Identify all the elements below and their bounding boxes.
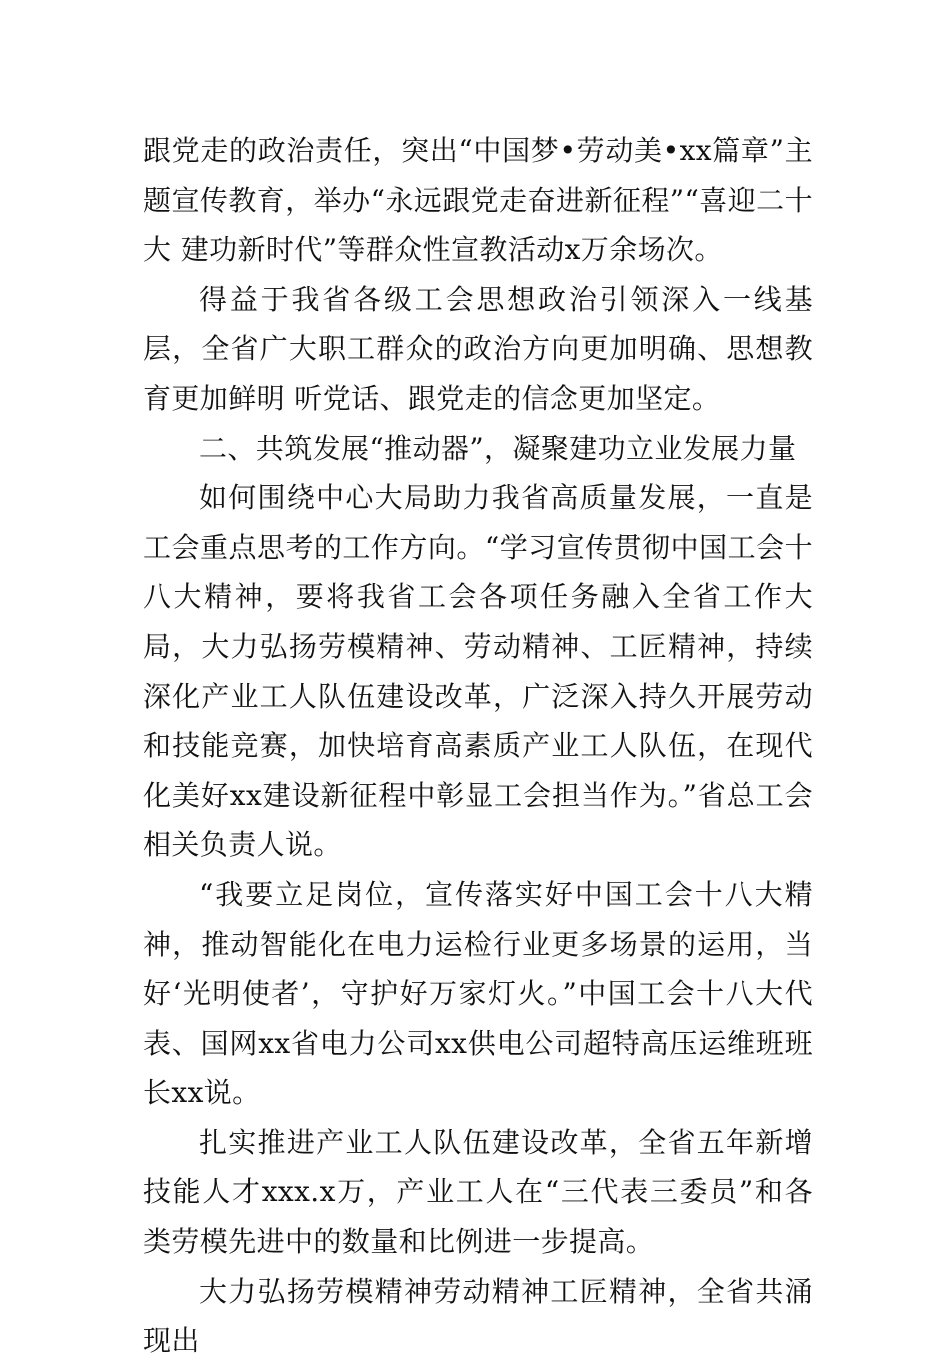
document-body <box>143 126 813 1366</box>
paragraph-representative-quote: “我要立足岗位，宣传落实好中国工会十八大精神，推动智能化在电力运检行业更多场景的运用，当好‘光明使者’，守护好万家灯火。”中国工会十八大代表、国网xx省电力公司xx供电公司超特高压运维班班长xx说。 <box>143 877 813 1110</box>
section-heading-two: 二、共筑发展“推动器”，凝聚建功立业发展力量 <box>199 431 797 465</box>
paragraph-high-quality-development: 如何围绕中心大局助力我省高质量发展，一直是工会重点思考的工作方向。“学习宣传贯彻中国工会十八大精神，要将我省工会各项任务融入全省工作大局，大力弘扬劳模精神、劳动精神、工匠精神，持续深化产业工人队伍建设改革，广泛深入持久开展劳动和技能竞赛，加快培育高素质产业工人队伍，在现代化美好xx建设新征程中彰显工会担当作为。”省总工会相关负责人说。 <box>143 481 813 862</box>
paragraph-model-worker-spirit: 大力弘扬劳模精神劳动精神工匠精神，全省共涌现出 <box>143 1274 813 1358</box>
paragraph-workforce-reform: 扎实推进产业工人队伍建设改革，全省五年新增技能人才xxx.x万，产业工人在“三代表三委员”和各类劳模先进中的数量和比例进一步提高。 <box>143 1125 813 1259</box>
paragraph-political-guidance: 得益于我省各级工会思想政治引领深入一线基层，全省广大职工群众的政治方向更加明确、思想教育更加鲜明 听党话、跟党走的信念更加坚定。 <box>143 282 813 415</box>
paragraph-continuation: 跟党走的政治责任，突出“中国梦•劳动美•xx篇章”主题宣传教育，举办“永远跟党走奋进新征程”“喜迎二十大 建功新时代”等群众性宣教活动x万余场次。 <box>143 134 813 267</box>
